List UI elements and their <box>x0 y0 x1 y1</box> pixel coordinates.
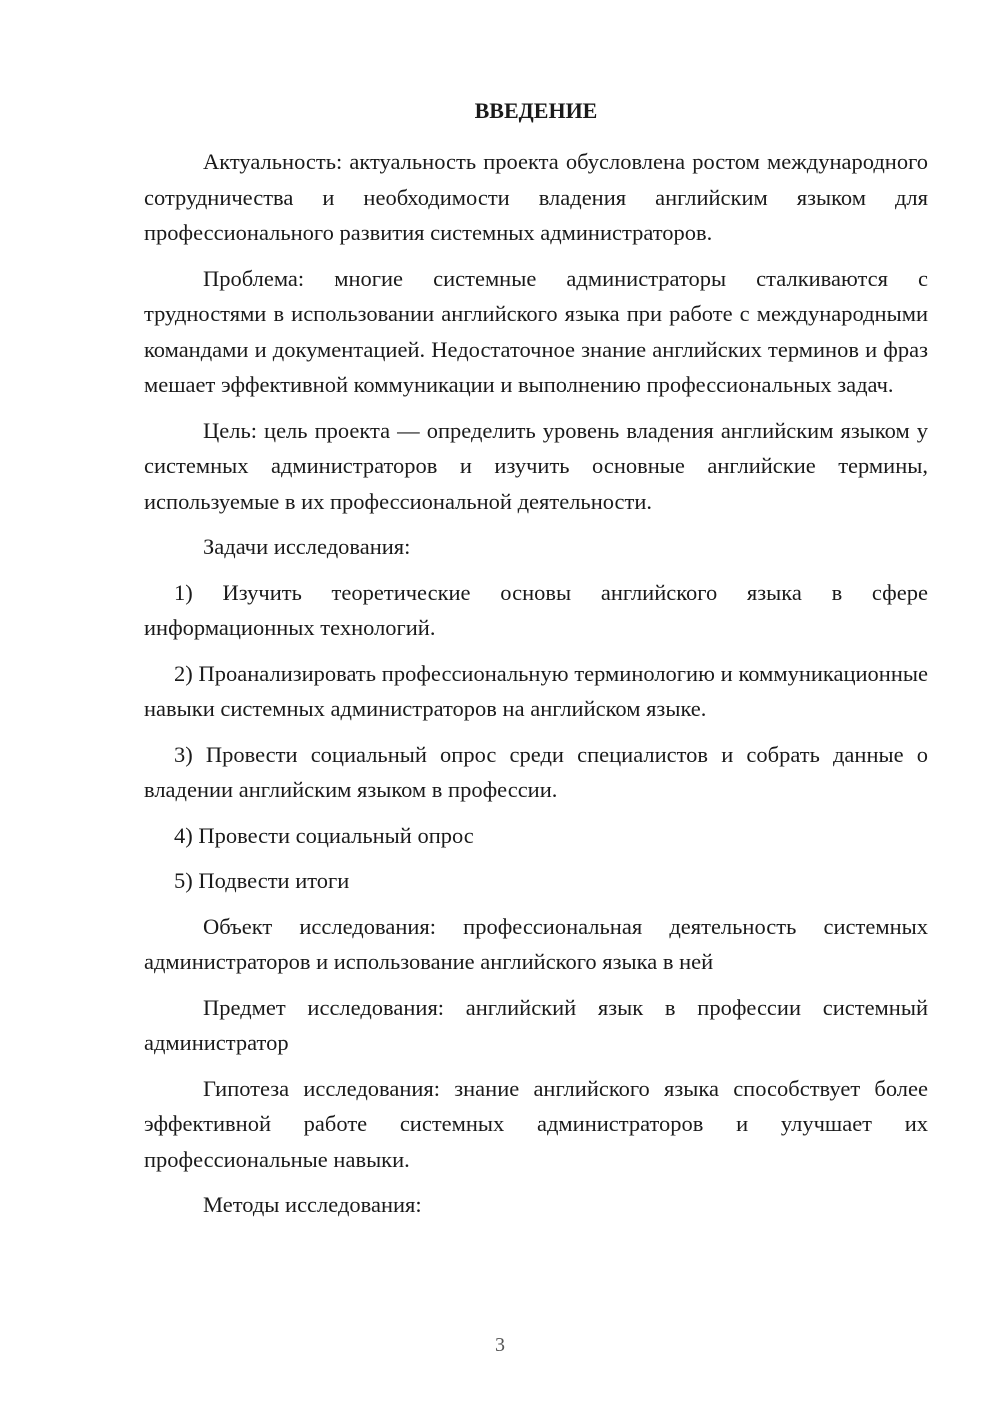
paragraph-subject: Предмет исследования: английский язык в профессии системный администратор <box>144 994 928 1055</box>
paragraph-methods: Методы исследования: <box>203 1192 422 1217</box>
task-item-2: 2) Проанализировать профессиональную терминологию и коммуникационные навыки системных администраторов на английском языке. <box>144 660 928 721</box>
task-item-3: 3) Провести социальный опрос среди специалистов и собрать данные о владении английским языком в профессии. <box>144 741 928 802</box>
task-item-1: 1) Изучить теоретические основы английского языка в сфере информационных технологий. <box>144 579 928 640</box>
task-item-4: 4) Провести социальный опрос <box>174 822 474 848</box>
paragraph-object: Объект исследования: профессиональная деятельность системных администраторов и использование английского языка в ней <box>144 913 928 974</box>
task-item-5: 5) Подвести итоги <box>174 868 350 893</box>
paragraph-problem: Проблема: многие системные администраторы сталкиваются с трудностями в использовании английского языка при работе с международными командами и документацией. Недостаточное знание английских терминов и фраз мешает эффективной коммуникации и выполнению профессиональных задач. <box>144 265 928 397</box>
page-title: ВВЕДЕНИЕ <box>474 98 598 123</box>
paragraph-relevance: Актуальность: актуальность проекта обусловлена ростом международного сотрудничества и необходимости владения английским языком для профессионального развития системных администраторов. <box>144 149 928 245</box>
paragraph-hypothesis: Гипотеза исследования: знание английского языка способствует более эффективной работе системных администраторов и улучшает их профессиональные навыки. <box>144 1075 928 1172</box>
paragraph-tasks-heading: Задачи исследования: <box>203 534 411 559</box>
paragraph-goal: Цель: цель проекта — определить уровень владения английским языком у системных администраторов и изучить основные английские термины, используемые в их профессиональной деятельности. <box>144 417 928 514</box>
page-number: 3 <box>495 1334 505 1356</box>
document-body <box>144 93 928 1233</box>
